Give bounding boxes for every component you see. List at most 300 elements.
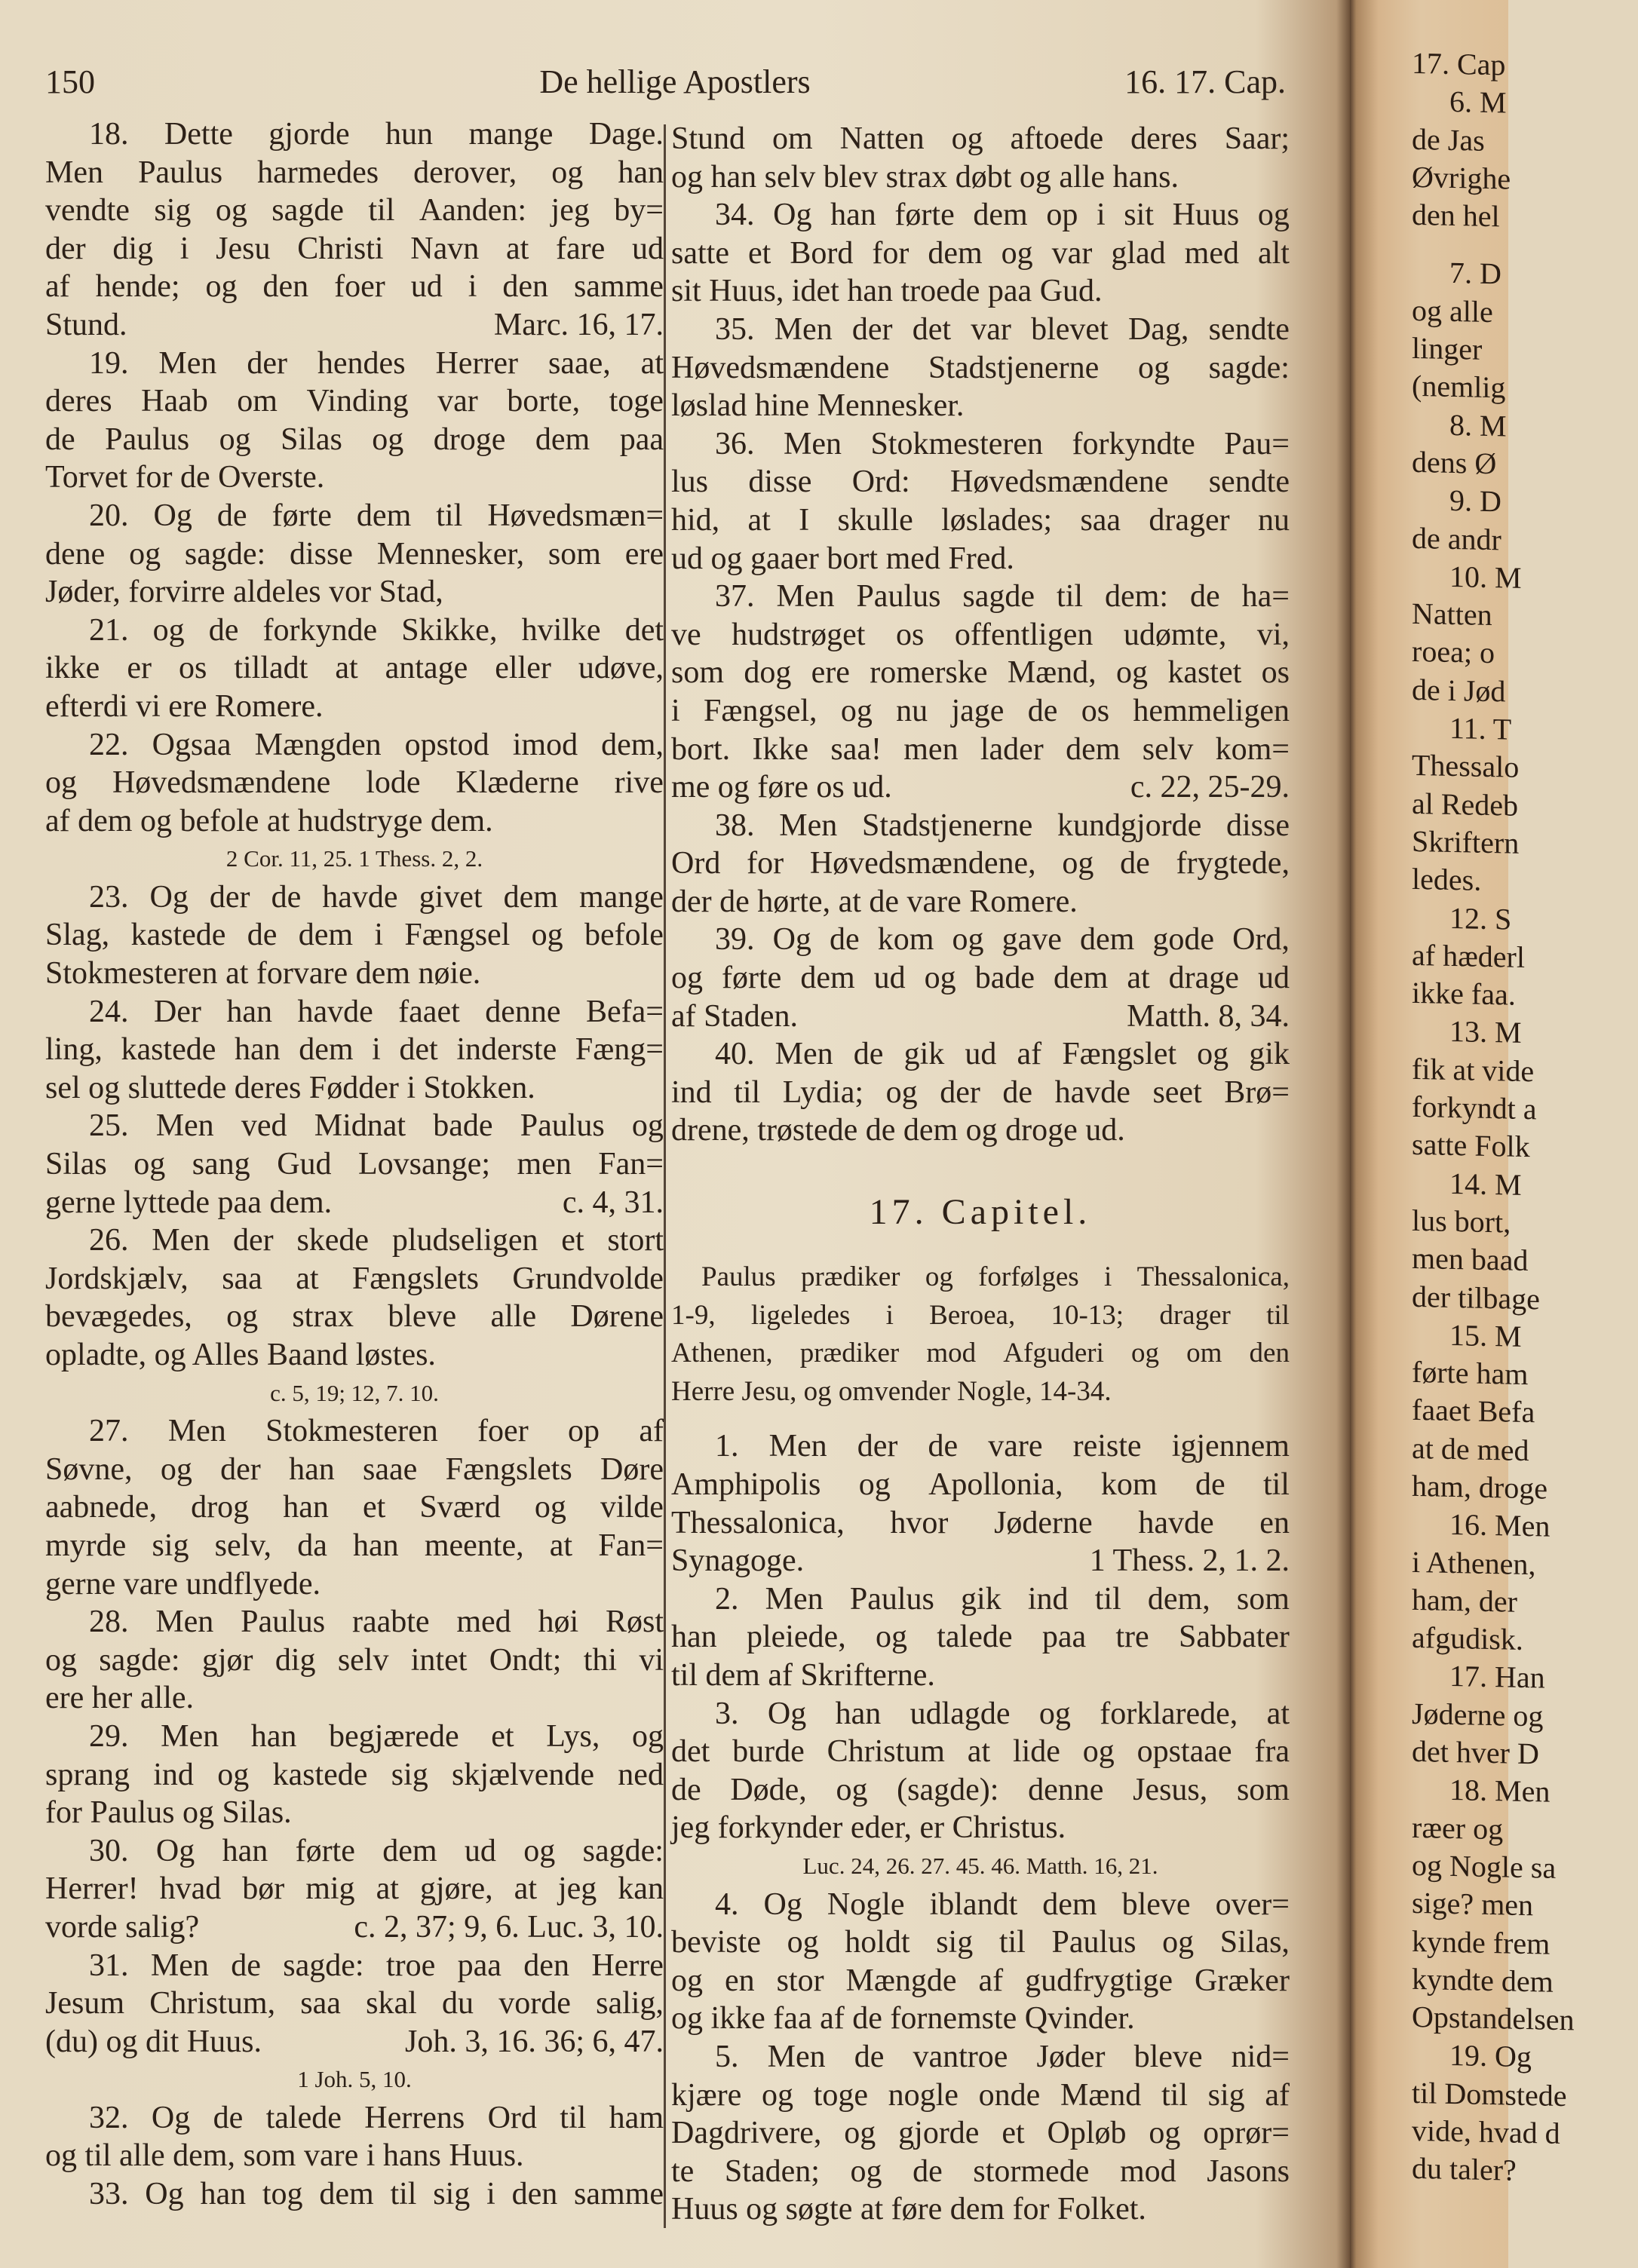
facing-page-line: men baad bbox=[1412, 1241, 1529, 1278]
word: Mænd bbox=[1060, 2077, 1142, 2113]
word: skulle bbox=[837, 502, 913, 538]
word: dig bbox=[112, 231, 154, 266]
word: Men bbox=[161, 1718, 219, 1754]
word: kom bbox=[1100, 1467, 1158, 1502]
line-text: Stokmesteren at forvare dem nøie. bbox=[45, 956, 481, 991]
text-line bbox=[671, 2076, 1290, 2115]
text-line bbox=[45, 1756, 664, 1794]
text-line bbox=[671, 959, 1290, 998]
word: hendes bbox=[317, 345, 406, 381]
word: han bbox=[283, 1490, 329, 1525]
word: Christum bbox=[827, 1734, 945, 1770]
word: Høvedsmændene bbox=[671, 350, 890, 385]
word: Christi bbox=[297, 231, 384, 266]
word: dem bbox=[535, 421, 590, 457]
word: de bbox=[247, 918, 278, 953]
facing-page-line: den hel bbox=[1412, 198, 1500, 234]
word: ha= bbox=[1241, 579, 1290, 615]
word: fra bbox=[1254, 1734, 1290, 1770]
word: skal bbox=[366, 1986, 417, 2021]
word: kan bbox=[618, 1871, 664, 1907]
page-number: 150 bbox=[45, 63, 95, 100]
word: Haab bbox=[141, 384, 208, 419]
word: salig, bbox=[596, 1986, 664, 2021]
word: og bbox=[1162, 1925, 1195, 1960]
word: et bbox=[1002, 2116, 1025, 2151]
word: Men bbox=[783, 426, 842, 461]
word: onde bbox=[978, 2077, 1041, 2113]
facing-page-line: førte ham bbox=[1412, 1354, 1529, 1392]
word: Mennesker, bbox=[376, 536, 525, 572]
text-line bbox=[671, 234, 1290, 273]
facing-page-line: 16. Men bbox=[1449, 1507, 1551, 1543]
word: iblandt bbox=[929, 1886, 1018, 1922]
word: 35. bbox=[715, 311, 755, 347]
word: Paulus bbox=[701, 1261, 776, 1293]
text-line bbox=[45, 802, 664, 841]
text-line bbox=[671, 501, 1290, 540]
line-text: Huus og søgte at føre dem for Folket. bbox=[671, 2192, 1146, 2227]
word: Høvedsmæn= bbox=[487, 498, 664, 533]
word: burde bbox=[732, 1734, 805, 1770]
word: dem bbox=[1066, 731, 1121, 767]
text-line bbox=[671, 1771, 1290, 1810]
word: de bbox=[913, 2153, 943, 2189]
word: Herre bbox=[591, 1948, 664, 1983]
word: gik bbox=[903, 1037, 945, 1072]
word: at bbox=[296, 1261, 319, 1296]
word: oprør= bbox=[1203, 2116, 1290, 2151]
word: denne bbox=[485, 994, 561, 1029]
word: og bbox=[850, 2153, 882, 2189]
word: og bbox=[1038, 1696, 1071, 1731]
word: Ikke bbox=[752, 731, 809, 767]
word: der bbox=[857, 1429, 898, 1464]
facing-page-line: kynde frem bbox=[1412, 1923, 1551, 1961]
word: Men bbox=[152, 1223, 210, 1258]
cross-reference-line bbox=[671, 1847, 1290, 1886]
word: seet bbox=[1152, 1074, 1202, 1110]
word: talede bbox=[937, 1620, 1013, 1655]
word: i bbox=[468, 269, 477, 305]
word: drager bbox=[1159, 1299, 1231, 1331]
text-line bbox=[671, 578, 1290, 616]
word: opstaae bbox=[1136, 1734, 1232, 1770]
right-column bbox=[671, 120, 1290, 2229]
word: hvor bbox=[890, 1505, 949, 1540]
word: og bbox=[217, 1757, 250, 1792]
word: hvad bbox=[159, 1871, 222, 1907]
text-line bbox=[45, 2137, 664, 2175]
word: at bbox=[747, 502, 771, 538]
word: ere bbox=[811, 655, 850, 691]
left-column bbox=[45, 115, 664, 2214]
word: Navn bbox=[410, 231, 480, 266]
word: 10-13; bbox=[1051, 1299, 1124, 1331]
word: kastet bbox=[1167, 655, 1242, 691]
word: saa bbox=[1080, 502, 1121, 538]
line-text: gerne vare undflyede. bbox=[45, 1566, 321, 1601]
facing-page-line: ledes. bbox=[1412, 862, 1482, 898]
word: Og bbox=[773, 198, 812, 233]
facing-page-line: ikke faa. bbox=[1412, 975, 1516, 1012]
word: Lys, bbox=[546, 1718, 600, 1754]
word: skede bbox=[296, 1223, 370, 1258]
text-line bbox=[671, 654, 1290, 692]
line-text: gerne lyttede paa dem. bbox=[45, 1185, 333, 1220]
line-text: Torvet for de Overste. bbox=[45, 460, 325, 495]
facing-page bbox=[1350, 0, 1575, 2268]
word: 31. bbox=[89, 1948, 129, 1983]
word: Paulus bbox=[241, 1604, 326, 1640]
word: forfølges bbox=[978, 1261, 1079, 1293]
word: intet bbox=[410, 1642, 468, 1678]
word: jage bbox=[951, 693, 1005, 728]
word: Vinding bbox=[306, 384, 409, 419]
word: Men bbox=[776, 579, 835, 615]
facing-page-line: roea; o bbox=[1412, 634, 1495, 670]
word: Thessalonica, bbox=[1136, 1261, 1290, 1293]
word: ud bbox=[1257, 961, 1290, 996]
word: og bbox=[836, 1772, 868, 1807]
word: til bbox=[368, 193, 395, 228]
word: som bbox=[548, 536, 601, 572]
word: Opløb bbox=[1047, 2116, 1127, 2151]
word: samme bbox=[574, 2177, 664, 2212]
word: 3. bbox=[715, 1696, 739, 1731]
word: og bbox=[133, 1147, 166, 1182]
word: Fan= bbox=[598, 1147, 664, 1182]
word: og bbox=[160, 1451, 192, 1487]
word: de bbox=[1189, 579, 1220, 615]
word: og bbox=[671, 961, 703, 996]
word: du bbox=[442, 1986, 474, 2021]
word: Silas, bbox=[1219, 1925, 1290, 1960]
word: 30. bbox=[89, 1833, 129, 1868]
word: 4. bbox=[715, 1886, 739, 1922]
text-line bbox=[45, 1565, 664, 1604]
chapter-summary-line bbox=[671, 1297, 1290, 1335]
word: Dørene bbox=[570, 1299, 664, 1335]
word: og bbox=[152, 612, 185, 648]
word: mig bbox=[305, 1871, 355, 1907]
text-line bbox=[45, 1985, 664, 2023]
text-line bbox=[671, 272, 1290, 311]
word: Athenen, bbox=[671, 1338, 773, 1369]
word: troe bbox=[385, 1948, 436, 1983]
word: derover, bbox=[413, 155, 517, 190]
word: satte bbox=[671, 235, 729, 271]
word: vi, bbox=[1256, 617, 1290, 652]
word: Skikke, bbox=[401, 612, 498, 648]
word: pleiede, bbox=[746, 1620, 846, 1655]
word: sagde: bbox=[99, 1642, 180, 1678]
word: dem bbox=[298, 918, 354, 953]
word: til bbox=[1161, 2077, 1188, 2113]
word: der bbox=[940, 1074, 980, 1110]
word: aftoede bbox=[1010, 121, 1104, 156]
word: te bbox=[671, 2153, 695, 2189]
word: myrde bbox=[45, 1528, 127, 1563]
word: af bbox=[978, 1963, 1004, 1998]
word: forkynde bbox=[262, 612, 378, 648]
word: Høvedsmændene bbox=[112, 765, 331, 801]
cross-reference: Joh. 3, 16. 36; 6, 47. bbox=[404, 2024, 664, 2059]
word: og bbox=[205, 269, 238, 305]
line-text: jeg forkynder eder, er Christus. bbox=[671, 1810, 1066, 1846]
facing-page-line: de andr bbox=[1412, 520, 1502, 556]
word: gjøre, bbox=[419, 1871, 493, 1907]
word: prædiker bbox=[800, 1261, 900, 1293]
word: Natten bbox=[839, 121, 925, 156]
text-line bbox=[45, 1336, 664, 1375]
text-line bbox=[45, 497, 664, 535]
facing-page-line: Øvrighe bbox=[1412, 159, 1511, 196]
word: i bbox=[179, 231, 189, 266]
word: der bbox=[247, 345, 287, 381]
word: sendte bbox=[1208, 464, 1290, 500]
word: blevet bbox=[1031, 311, 1109, 347]
word: Staden; bbox=[724, 2153, 820, 2189]
word: 22. bbox=[89, 727, 129, 762]
word: Ord bbox=[487, 2100, 537, 2135]
word: 1-9, bbox=[671, 1299, 716, 1331]
cross-reference: 1 Joh. 5, 10. bbox=[297, 2066, 412, 2093]
facing-page-line: at de med bbox=[1412, 1430, 1529, 1467]
facing-page-line: ham, droge bbox=[1412, 1468, 1548, 1506]
word: 39. bbox=[715, 922, 755, 958]
word: deres bbox=[1130, 121, 1198, 156]
word: det bbox=[624, 612, 664, 648]
word: sagde bbox=[962, 579, 1035, 615]
word: var bbox=[1051, 235, 1093, 271]
facing-page-line: de Jas bbox=[1412, 121, 1485, 158]
text-line bbox=[45, 2023, 664, 2061]
line-text: sit Huus, idet han troede paa Gud. bbox=[671, 274, 1103, 309]
word: den bbox=[262, 269, 309, 305]
word: til bbox=[1057, 579, 1084, 615]
word: 20. bbox=[89, 498, 129, 533]
word: droge bbox=[433, 421, 506, 457]
word: Stadstjenerne bbox=[861, 808, 1033, 843]
word: og bbox=[372, 421, 404, 457]
word: kastede bbox=[272, 1757, 368, 1792]
word: bleve bbox=[1133, 2039, 1203, 2074]
word: dem bbox=[356, 498, 412, 533]
word: tog bbox=[262, 2177, 303, 2212]
word: at bbox=[335, 651, 358, 686]
word: bevægedes, bbox=[45, 1299, 192, 1335]
word: Saar; bbox=[1224, 121, 1290, 156]
facing-page-line: der tilbage bbox=[1412, 1279, 1540, 1316]
text-line bbox=[45, 345, 664, 383]
word: lide bbox=[1012, 1734, 1060, 1770]
word: givet bbox=[419, 879, 483, 915]
word: alle bbox=[490, 1299, 537, 1335]
word: kom= bbox=[1215, 731, 1290, 767]
text-line bbox=[671, 2190, 1290, 2229]
word: imod bbox=[512, 727, 578, 762]
word: i bbox=[1096, 198, 1106, 233]
line-text: drene, trøstede de dem og droge ud. bbox=[671, 1113, 1125, 1148]
word: dem bbox=[503, 879, 558, 915]
facing-page-line: 17. Han bbox=[1449, 1659, 1545, 1696]
word: gode bbox=[1152, 922, 1214, 958]
word: aabnede, bbox=[45, 1490, 158, 1525]
word: og bbox=[219, 421, 251, 457]
word: reiste bbox=[1072, 1429, 1142, 1464]
word: 38. bbox=[715, 808, 755, 843]
word: de bbox=[231, 1948, 261, 1983]
word: og bbox=[1137, 350, 1170, 385]
word: romerske bbox=[870, 655, 988, 691]
word: og bbox=[840, 693, 873, 728]
word: jeg bbox=[551, 193, 590, 228]
word: Midnat bbox=[314, 1108, 406, 1144]
chapter-range: 16. 17. Cap. bbox=[1124, 63, 1286, 100]
word: vilde bbox=[600, 1490, 664, 1525]
word: Røst bbox=[605, 1604, 664, 1640]
word: og bbox=[885, 1074, 918, 1110]
line-text: for Paulus og Silas. bbox=[45, 1795, 292, 1831]
word: Fængslets bbox=[445, 1451, 572, 1487]
word: Men bbox=[167, 1414, 226, 1449]
word: Thessalonica, bbox=[671, 1505, 845, 1540]
word: Nogle bbox=[827, 1886, 905, 1922]
text-line bbox=[671, 1111, 1290, 1150]
cross-reference: c. 4, 31. bbox=[562, 1185, 664, 1220]
word: over= bbox=[1215, 1886, 1290, 1922]
word: dem bbox=[382, 1833, 437, 1868]
word: Jøder bbox=[1036, 2039, 1106, 2074]
facing-page-line: kyndte dem bbox=[1412, 1961, 1554, 1999]
word: sig bbox=[391, 1757, 428, 1792]
word: ud bbox=[965, 1037, 997, 1072]
word: holdt bbox=[845, 1925, 910, 1960]
word: ud bbox=[410, 269, 443, 305]
word: forkyndte bbox=[1072, 426, 1195, 461]
facing-page-line: sige? men bbox=[1412, 1886, 1534, 1923]
word: et bbox=[491, 1718, 514, 1754]
facing-page-line: Thessalo bbox=[1412, 748, 1520, 785]
text-line bbox=[671, 844, 1290, 883]
text-line bbox=[45, 1107, 664, 1145]
word: bleve bbox=[388, 1299, 457, 1335]
word: bort. bbox=[671, 731, 731, 767]
facing-page-line: og alle bbox=[1412, 293, 1493, 329]
word: Silas bbox=[281, 421, 342, 457]
line-text: Stund. bbox=[45, 307, 127, 342]
text-line bbox=[671, 807, 1290, 845]
text-line bbox=[671, 1504, 1290, 1543]
text-line bbox=[45, 573, 664, 611]
word: mange bbox=[468, 117, 554, 152]
text-line bbox=[45, 421, 664, 459]
word: der bbox=[45, 231, 86, 266]
facing-page-line: ham, der bbox=[1412, 1582, 1517, 1619]
word: Stokmesteren bbox=[265, 1414, 438, 1449]
facing-page-line: 6. M bbox=[1449, 84, 1507, 120]
word: han bbox=[353, 1528, 399, 1563]
word: drager bbox=[1149, 502, 1230, 538]
text-line bbox=[45, 726, 664, 765]
text-line bbox=[671, 1962, 1290, 2000]
text-line bbox=[45, 1832, 664, 1871]
word: bør bbox=[242, 1871, 285, 1907]
word: befole bbox=[584, 918, 664, 953]
word: Ord: bbox=[851, 464, 910, 500]
facing-page-line: Skriftern bbox=[1412, 823, 1520, 860]
word: Fængsel, bbox=[703, 693, 817, 728]
word: fare bbox=[556, 231, 606, 266]
facing-page-line: satte Folk bbox=[1412, 1127, 1530, 1164]
word: Og bbox=[772, 922, 811, 958]
word: som bbox=[671, 655, 725, 691]
word: sig bbox=[433, 2177, 471, 2212]
line-text: der de hørte, at de vare Romere. bbox=[671, 884, 1078, 919]
word: de bbox=[1120, 846, 1150, 881]
word: var bbox=[971, 311, 1011, 347]
word: men bbox=[517, 1147, 572, 1182]
text-line bbox=[45, 382, 664, 421]
word: 26. bbox=[89, 1223, 129, 1258]
word: og bbox=[844, 2116, 876, 2151]
word: bade bbox=[433, 1108, 493, 1144]
word: paa bbox=[457, 1948, 502, 1983]
word: forklarede, bbox=[1100, 1696, 1238, 1731]
text-line bbox=[671, 1035, 1290, 1074]
word: til bbox=[998, 1925, 1026, 1960]
word: 21. bbox=[89, 612, 129, 648]
text-line bbox=[45, 1298, 664, 1336]
word: sagde bbox=[271, 193, 344, 228]
word: og bbox=[671, 1963, 703, 1998]
word: Afguderi bbox=[1003, 1338, 1104, 1369]
text-line bbox=[671, 2000, 1290, 2038]
word: I bbox=[799, 502, 810, 538]
line-text: af dem og befole at hudstryge dem. bbox=[45, 803, 493, 838]
word: Men bbox=[158, 345, 217, 381]
word: Ondt; bbox=[489, 1642, 562, 1678]
word: om bbox=[772, 121, 813, 156]
word: kom bbox=[877, 922, 934, 958]
word: han bbox=[222, 1833, 268, 1868]
text-line bbox=[45, 306, 664, 345]
word: Ord bbox=[671, 846, 721, 881]
word: Men bbox=[774, 311, 833, 347]
word: i bbox=[671, 693, 680, 728]
word: og bbox=[1082, 1734, 1115, 1770]
word: sagde: bbox=[582, 1833, 664, 1868]
word: om bbox=[1186, 1338, 1222, 1369]
word: det bbox=[912, 311, 952, 347]
line-text: Jøder, forvirre aldeles vor Stad, bbox=[45, 575, 443, 610]
chapter-heading bbox=[671, 1186, 1290, 1239]
word: by= bbox=[614, 193, 664, 228]
text-line bbox=[45, 1451, 664, 1489]
word: og bbox=[925, 1261, 953, 1293]
word: selv bbox=[1142, 731, 1194, 767]
word: en bbox=[1259, 1505, 1290, 1540]
word: han bbox=[835, 1696, 882, 1731]
word: dene bbox=[45, 536, 106, 572]
word: ikke bbox=[45, 651, 100, 686]
word: inderste bbox=[456, 1032, 557, 1068]
word: op bbox=[1046, 198, 1078, 233]
word: gjorde bbox=[268, 117, 350, 152]
word: Og bbox=[153, 498, 192, 533]
word: havde bbox=[1054, 1074, 1130, 1110]
